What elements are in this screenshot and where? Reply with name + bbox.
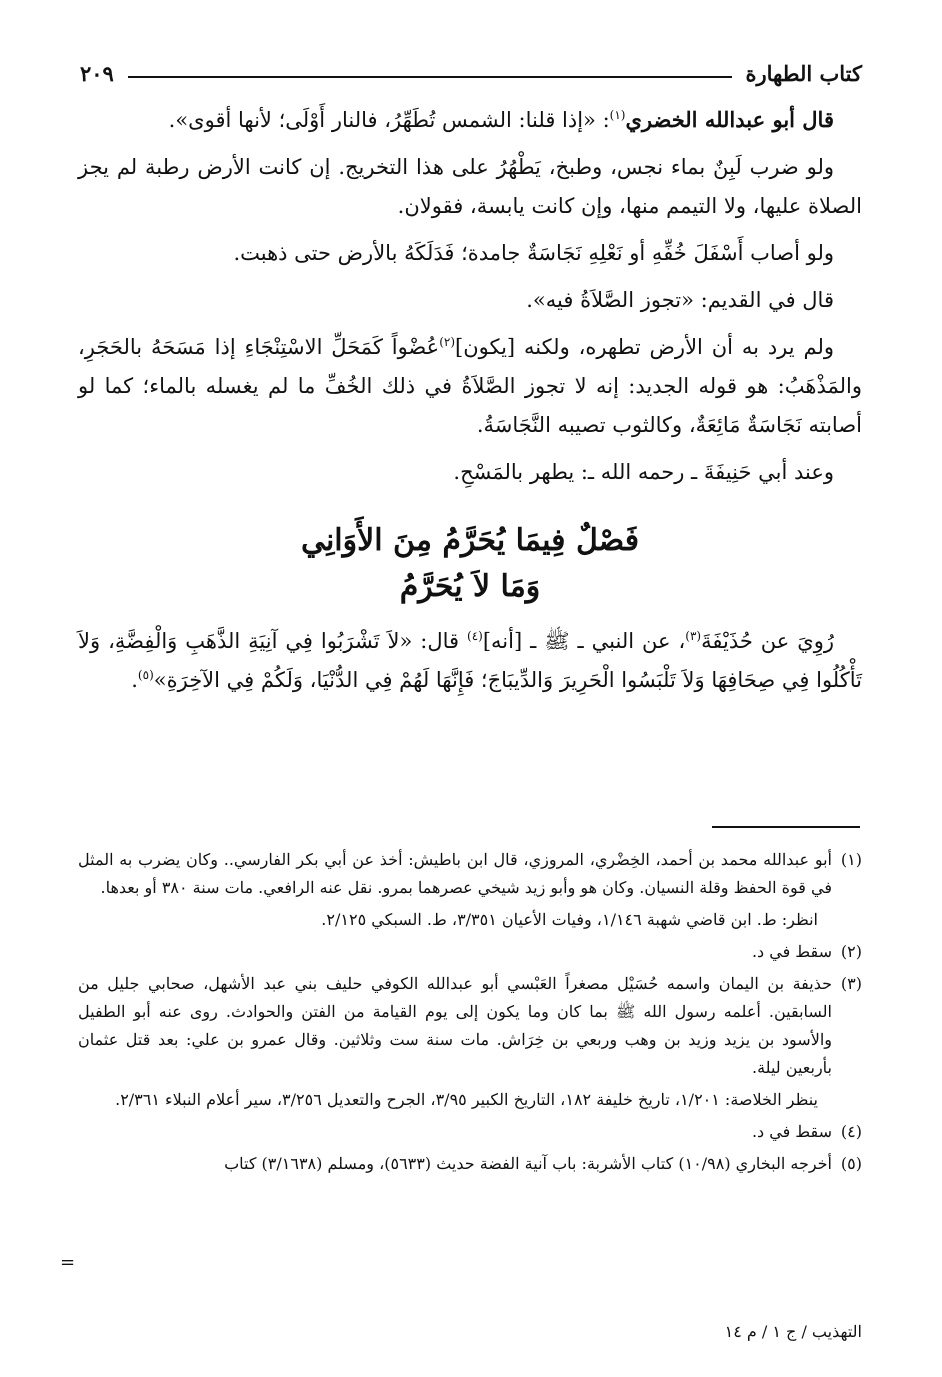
paragraph-1-text: : «إذا قلنا: الشمس تُطَهِّرُ، فالنار أَوْلَى؛ لأنها أقوى».	[168, 108, 610, 132]
footnote-ref-5: (٥)	[137, 668, 154, 682]
footnotes	[78, 846, 862, 1182]
hadith-text: قال: «لاَ تَشْرَبُوا فِي آنِيَةِ الذَّهَبِ وَالْفِضَّةِ، وَلاَ تَأْكُلُوا فِي صِحَافِهَا وَلاَ تَلْبَسُوا الْحَرِيرَ وَالدِّيبَاجَ؛ فَإِنَّهَا لَهُمْ فِي الدُّنْيَا، وَلَكُمْ فِي الآخِرَةِ»	[78, 629, 862, 692]
footnote-3-text: حذيفة بن اليمان واسمه حُسَيْل مصغراً العَبْسي أبو عبدالله الكوفي حليف بني عبد الأشهل، صحابي جليل من السابقين. أعلمه رسول الله ﷺ بما كان وما يكون إلى يوم القيامة من الفتن والحوادث. روى عنه أبو الطفيل والأسود بن يزيد وزيد بن وهب وربعي بن خِرَاش. مات سنة ست وثلاثين. وقال عمرو بن علي: بعد قتل عثمان بأربعين ليلة.	[78, 974, 832, 1077]
footnote-ref-2: (٢)	[439, 335, 456, 349]
footnote-ref-1: (١)	[609, 108, 626, 122]
paragraph-5	[78, 328, 862, 445]
footnote-2	[78, 938, 862, 966]
footnote-5-text: أخرجه البخاري (١٠/٩٨) كتاب الأشربة: باب آنية الفضة حديث (٥٦٣٣)، ومسلم (٣/١٦٣٨) كتاب	[224, 1154, 832, 1173]
page-signature: التهذيب / ج ١ / م ١٤	[724, 1322, 862, 1341]
footnote-5	[78, 1150, 862, 1178]
running-header	[80, 58, 862, 88]
paragraph-7	[78, 622, 862, 700]
paragraph-7-b: ، عن النبي ـ ﷺ ـ [أنه]	[482, 629, 686, 653]
book-title: كتاب الطهارة	[745, 60, 862, 86]
continuation-mark: =	[60, 1252, 76, 1273]
paragraph-3: ولو أصاب أَسْفَلَ خُفِّهِ أو نَعْلِهِ نَجَاسَةٌ جامدة؛ فَدَلَكَهُ بالأرض حتى ذهبت.	[233, 241, 834, 265]
section-heading-line-1: فَصْلٌ فِيمَا يُحَرَّمُ مِنَ الأَوَانِي	[300, 523, 640, 558]
footnote-4	[78, 1118, 862, 1146]
footnote-2-text: سقط في د.	[751, 942, 832, 961]
header-rule	[128, 76, 732, 78]
paragraph-5-a: ولم يرد به أن الأرض تطهره، ولكنه [يكون]	[455, 335, 834, 359]
footnote-3-references: ينظر الخلاصة: ١/٢٠١، تاريخ خليفة ١٨٢، التاريخ الكبير ٣/٩٥، الجرح والتعديل ٣/٢٥٦، سير أعلام النبلاء ٢/٣٦١.	[115, 1090, 818, 1109]
footnote-1-text: أبو عبدالله محمد بن أحمد، الخِضْري، المروزي، قال ابن باطيش: أخذ عن أبي بكر الفارسي.. وكان يضرب به المثل في قوة الحفظ وقلة النسيان. وكان هو وأبو زيد شيخي عصرهما بمرو. نقل عنه الرافعي. مات سنة ٣٨٠ أو بعدها.	[78, 850, 832, 897]
footnote-2-number: (٢)	[840, 942, 862, 961]
paragraph-5-b: عُضْواً كَمَحَلِّ الاسْتِنْجَاءِ إذا مَسَحَهُ بالحَجَرِ، والمَذْهَبُ: هو قوله الجديد: إنه لا تجوز الصَّلاَةُ في ذلك الخُفِّ ما لم يغسله بالماء؛ كما لو أصابته نَجَاسَةٌ مَائِعَةٌ، وكالثوب تصيبه النَّجَاسَةُ.	[78, 335, 862, 437]
footnote-4-text: سقط في د.	[751, 1122, 832, 1141]
paragraph-4: قال في القديم: «تجوز الصَّلاَةُ فيه».	[526, 288, 834, 312]
paragraph-1	[78, 100, 862, 140]
page-number: ٢٠٩	[80, 60, 114, 86]
footnote-5-number: (٥)	[840, 1154, 862, 1173]
footnote-3-number: (٣)	[840, 974, 862, 993]
footnote-3	[78, 970, 862, 1082]
paragraph-7-a: رُوِيَ عن حُذَيْفَةَ	[701, 629, 834, 653]
section-heading-line-2: وَمَا لاَ يُحَرَّمُ	[399, 569, 541, 604]
footnote-1	[78, 846, 862, 902]
footnote-4-number: (٤)	[840, 1122, 862, 1141]
footnote-ref-3: (٣)	[685, 629, 702, 643]
speaker-name: قال أبو عبدالله الخضري	[625, 107, 834, 132]
paragraph-6: وعند أبي حَنِيفَةَ ـ رحمه الله ـ: يطهر بالمَسْحِ.	[453, 460, 834, 484]
footnote-1-number: (١)	[840, 850, 862, 869]
footnote-separator	[712, 826, 860, 828]
footnote-1-references: انظر: ط. ابن قاضي شهبة ١/١٤٦، وفيات الأعيان ٣/٣٥١، ط. السبكي ٢/١٢٥.	[321, 910, 818, 929]
paragraph-7-end: .	[131, 668, 138, 692]
footnote-ref-4: (٤)	[467, 629, 483, 643]
main-text	[78, 100, 862, 708]
paragraph-2: ولو ضرب لَبِنٌ بماء نجس، وطبخ، يَطْهُرُ على هذا التخريج. إن كانت الأرض رطبة لم يجز الصلاة عليها، ولا التيمم منها، وإن كانت يابسة، فقولان.	[78, 155, 862, 218]
section-heading	[78, 518, 862, 610]
